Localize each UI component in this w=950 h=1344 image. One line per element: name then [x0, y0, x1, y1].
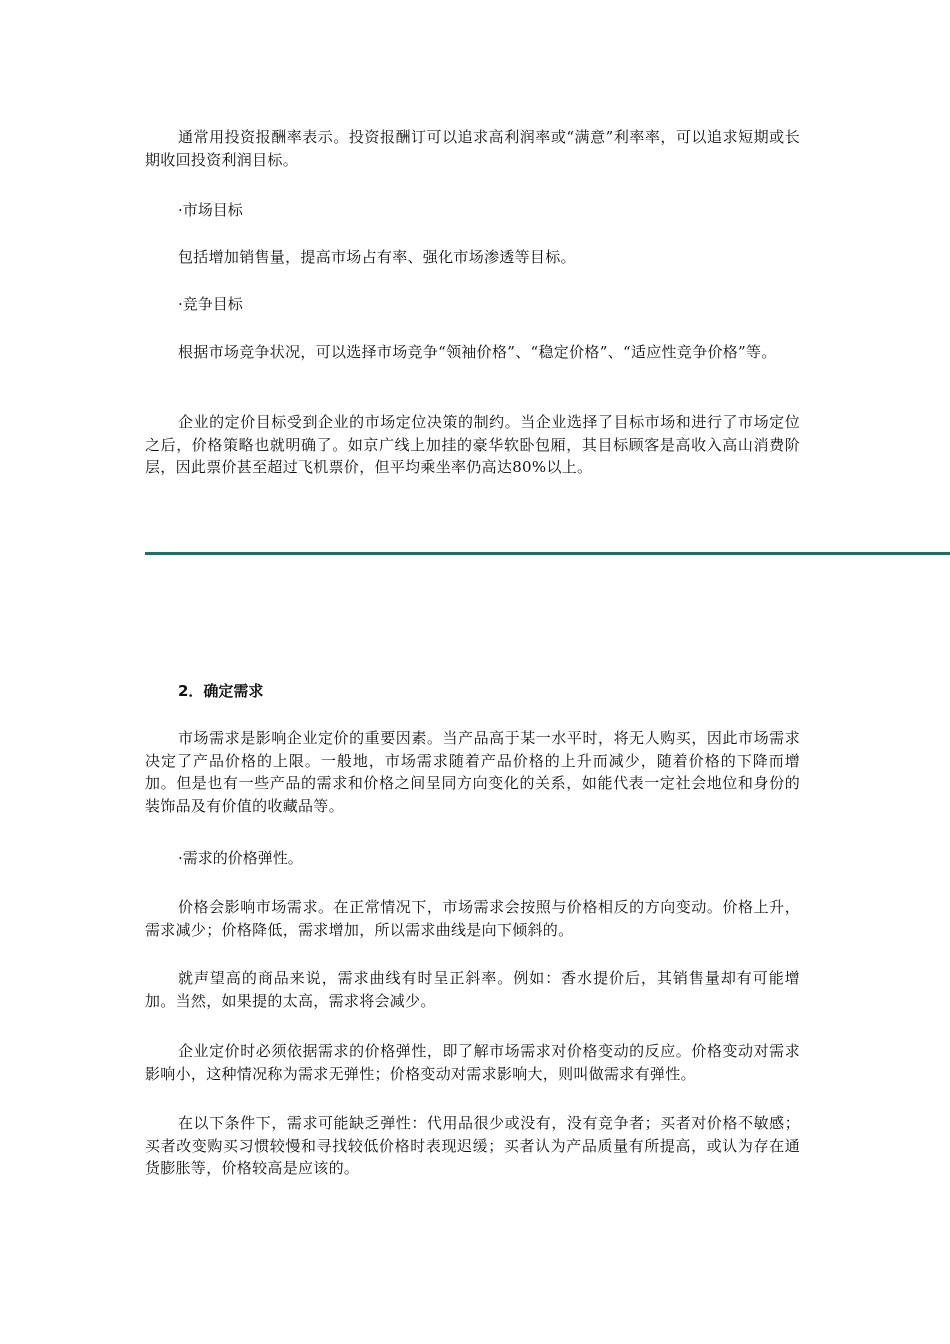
- section-divider: [145, 552, 950, 555]
- paragraph-competition-objective: 根据市场竞争状况，可以选择市场竞争“领袖价格”、“稳定价格”、“适应性竞争价格”等。: [178, 343, 777, 361]
- paragraph-prestige-goods: 就声望高的商品来说，需求曲线有时呈正斜率。例如：香水提价后，其销售量却有可能增加。当然，如果提的太高，需求将会减少。: [145, 969, 800, 1010]
- paragraph-price-effect: 价格会影响市场需求。在正常情况下，市场需求会按照与价格相反的方向变动。价格上升，需求减少；价格降低，需求增加，所以需求曲线是向下倾斜的。: [145, 898, 800, 939]
- paragraph-elasticity-definition: 企业定价时必须依据需求的价格弹性，即了解市场需求对价格变动的反应。价格变动对需求影响小，这种情况称为需求无弹性；价格变动对需求影响大，则叫做需求有弹性。: [145, 1042, 800, 1083]
- bullet-competition-objective: ·竞争目标: [178, 295, 243, 313]
- paragraph-profit-objective: 通常用投资报酬率表示。投资报酬订可以追求高利润率或“满意”利率率，可以追求短期或长期收回投资利润目标。: [145, 128, 800, 169]
- paragraph-market-objective: 包括增加销售量，提高市场占有率、强化市场渗透等目标。: [178, 248, 576, 266]
- paragraph-market-positioning: 企业的定价目标受到企业的市场定位决策的制约。当企业选择了目标市场和进行了市场定位之后，价格策略也就明确了。如京广线上加挂的豪华软卧包厢，其目标顾客是高收入高山消费阶层，因此票价甚至超过飞机票价，但平均乘坐率仍高达80%以上。: [145, 413, 800, 476]
- section-heading-demand: 2．确定需求: [178, 682, 264, 700]
- bullet-price-elasticity: ·需求的价格弹性。: [178, 849, 303, 867]
- paragraph-market-demand: 市场需求是影响企业定价的重要因素。当产品高于某一水平时，将无人购买，因此市场需求决定了产品价格的上限。一般地，市场需求随着产品价格的上升而减少，随着价格的下降而增加。但是也有一些产品的需求和价格之间呈同方向变化的关系，如能代表一定社会地位和身份的装饰品及有价值的收藏品等。: [145, 729, 800, 815]
- bullet-market-objective: ·市场目标: [178, 201, 243, 219]
- paragraph-inelastic-conditions: 在以下条件下，需求可能缺乏弹性：代用品很少或没有，没有竞争者；买者对价格不敏感；买者改变购买习惯较慢和寻找较低价格时表现迟缓；买者认为产品质量有所提高，或认为存在通货膨胀等，价格较高是应该的。: [145, 1114, 800, 1177]
